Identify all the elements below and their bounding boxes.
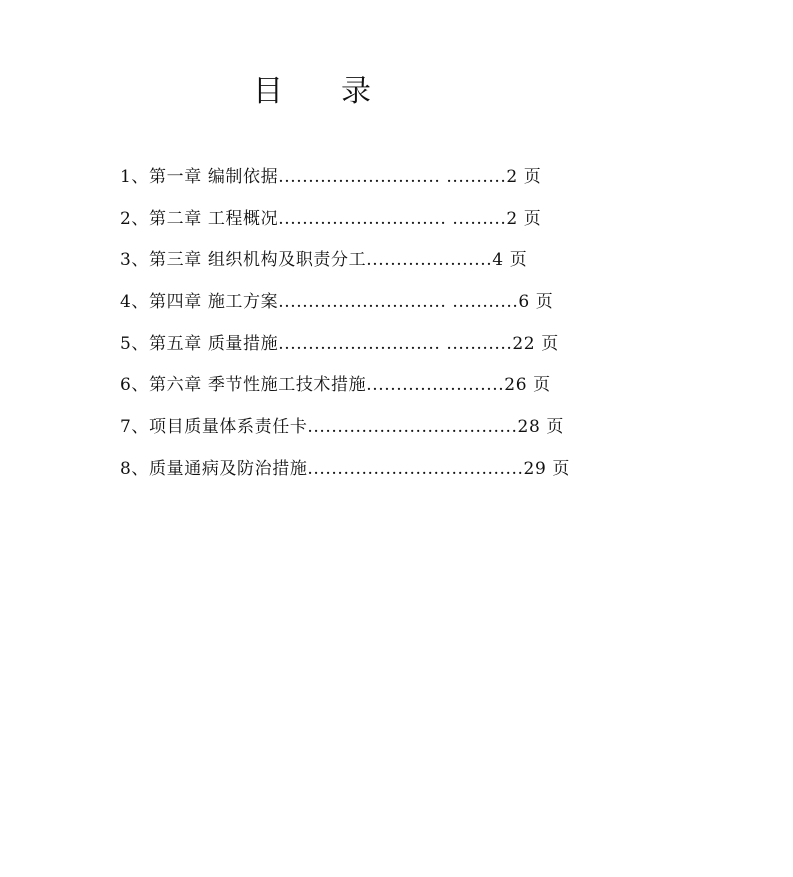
table-of-contents [120,162,570,496]
toc-entry-text: 3、第三章 组织机构及职责分工.....................4 页 [120,250,528,271]
toc-entry [120,370,570,412]
toc-entry-text: 7、项目质量体系责任卡...................................28 页 [120,417,564,438]
toc-entry [120,412,570,454]
toc-entry-text: 5、第五章 质量措施........................... ...........22 页 [120,333,559,354]
toc-entry [120,204,570,246]
toc-entry [120,454,570,496]
toc-entry [120,245,570,287]
toc-entry-text: 2、第二章 工程概况............................ .........2 页 [120,208,542,229]
toc-entry-text: 4、第四章 施工方案............................ ...........6 页 [120,292,554,313]
toc-entry-text: 8、质量通病及防治措施....................................29 页 [120,458,570,479]
toc-entry-text: 1、第一章 编制依据........................... ..........2 页 [120,167,542,187]
page-title: 目录 [253,74,429,109]
toc-entry-text: 6、第六章 季节性施工技术措施.......................26 页 [120,375,551,396]
toc-entry [120,287,570,329]
toc-entry [120,329,570,371]
toc-entry [120,162,570,204]
